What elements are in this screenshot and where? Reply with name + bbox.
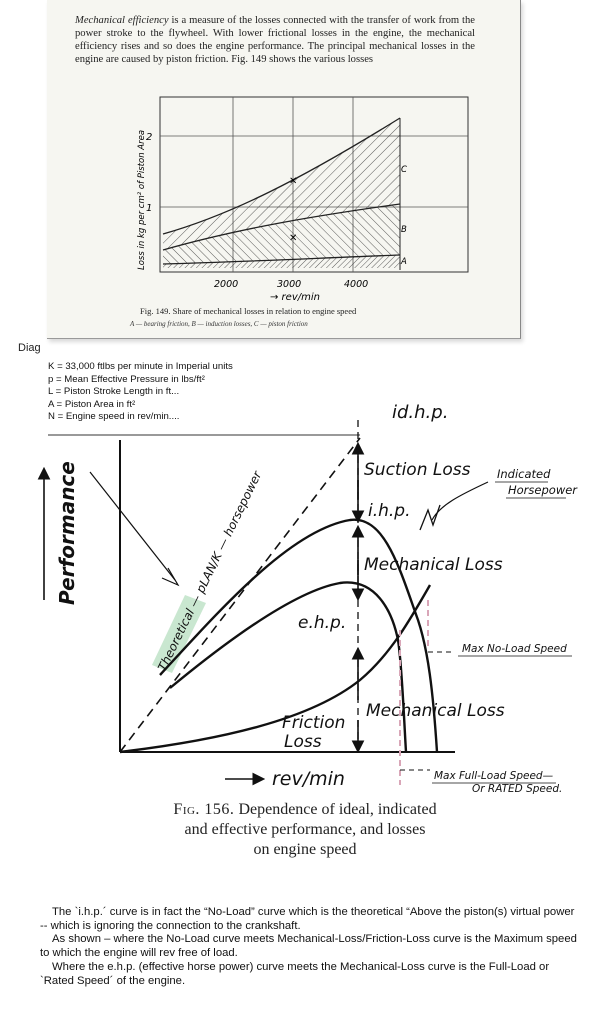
ehp-label: e.h.p. (298, 613, 347, 633)
definition-row: K = 33,000 ftlbs per minute in Imperial units (48, 361, 233, 372)
fig149-xtick: 2000 (214, 279, 239, 290)
fig149-xtick: 3000 (277, 279, 302, 290)
fig149-marker: ✕ (289, 176, 298, 187)
x-axis-label: rev/min (272, 768, 345, 790)
note-paragraph: Where the e.h.p. (effective horse power) curve meets the Mechanical-Loss curve is the Full-Load or `Rated Speed´ of the engine. (40, 960, 550, 987)
definition-text: Engine speed in rev/min.... (65, 411, 180, 423)
caption-fig-number: Fig. 156. (173, 801, 235, 818)
caption-text: Dependence of ideal, indicated (234, 801, 437, 818)
definition-symbol: K (48, 361, 55, 372)
pointer-arrow (90, 472, 175, 580)
fig156-caption (90, 800, 520, 860)
definition-text: Mean Effective Pressure in lbs/ft² (64, 373, 205, 385)
mechanical-loss-lower-label: Mechanical Loss (366, 701, 505, 721)
note-paragraph: As shown – where the No-Load curve meets Mechanical-Loss/Friction-Loss curve is the Maximum speed to which the engine will rev free of load. (40, 933, 577, 960)
fig149-legend: A — bearing friction, B — induction losses, C — piston friction (130, 320, 308, 328)
fig149-marker: ✕ (289, 233, 298, 244)
y-axis-label: Performance (55, 461, 79, 605)
paragraph-lead: Mechanical efficiency (75, 15, 169, 26)
fig149-ytick: 1 (146, 203, 153, 214)
definition-symbol: p (48, 373, 54, 385)
fig149-label-b: B (401, 225, 407, 235)
diag-label: Diag (18, 342, 41, 354)
fig149-label-a: A (401, 257, 407, 267)
fig149-ytick: 2 (146, 132, 153, 143)
indicated-zigzag (420, 505, 440, 530)
explanatory-notes (40, 906, 580, 988)
definition-row: L = Piston Stroke Length in ft... (48, 386, 180, 398)
loss-label: Loss (284, 732, 322, 752)
definition-text: 33,000 ftlbs per minute in Imperial units (65, 361, 233, 372)
definition-row: A = Piston Area in ft² (48, 398, 136, 410)
suction-loss-label: Suction Loss (364, 460, 471, 480)
definition-row: N = Engine speed in rev/min.... (48, 411, 180, 423)
indicated-arrow (432, 482, 488, 520)
caption-line: on engine speed (253, 841, 357, 858)
indicated-label: Indicated (497, 467, 551, 481)
fig149-xtick: 4000 (344, 279, 369, 290)
fig149-caption: Fig. 149. Share of mechanical losses in relation to engine speed (140, 306, 357, 316)
definition-symbol: N (48, 411, 55, 423)
horsepower-label: Horsepower (508, 483, 578, 497)
caption-line (90, 800, 520, 820)
definition-row: p = Mean Effective Pressure in lbs/ft² (48, 373, 205, 385)
note-paragraph: The `i.h.p.´ curve is in fact the “No-Load” curve which is the theoretical “Above the piston(s) virtual power -- which is ignoring the connection to the crankshaft. (40, 906, 575, 932)
definition-symbol: A (48, 398, 54, 410)
max-no-load-label: Max No-Load Speed (462, 643, 567, 655)
definition-text: Piston Stroke Length in ft... (63, 386, 180, 398)
theoretical-line (120, 438, 360, 752)
friction-label: Friction (282, 713, 346, 733)
definition-symbol: L (48, 386, 53, 398)
mechanical-loss-upper-label: Mechanical Loss (364, 555, 503, 575)
rated-speed-label: Or RATED Speed. (472, 783, 563, 795)
caption-line: and effective performance, and losses (184, 821, 426, 838)
idhp-label: id.h.p. (392, 402, 449, 423)
paragraph-rest: is a measure of the losses connected with the transfer of work from the power stroke to the flywheel. With lower frictional losses in the engine, the mechanical efficiency rises and so does the engine performance. The principal mechanical losses in the engine are caused by piston friction. Fig. 149 shows the various losses (75, 15, 475, 65)
theoretical-label: Theoretical — pLAN/K — horsepower (155, 468, 265, 674)
max-full-load-label: Max Full-Load Speed— (434, 770, 554, 782)
fig149-label-c: C (401, 165, 407, 175)
pointer-arrowhead (162, 568, 178, 585)
fig149-xlabel: → rev/min (270, 292, 320, 303)
fig149-ylabel: Loss in kg per cm² of Piston Area (137, 129, 147, 270)
definition-text: Piston Area in ft² (64, 398, 136, 410)
ihp-label: i.h.p. (368, 501, 411, 521)
